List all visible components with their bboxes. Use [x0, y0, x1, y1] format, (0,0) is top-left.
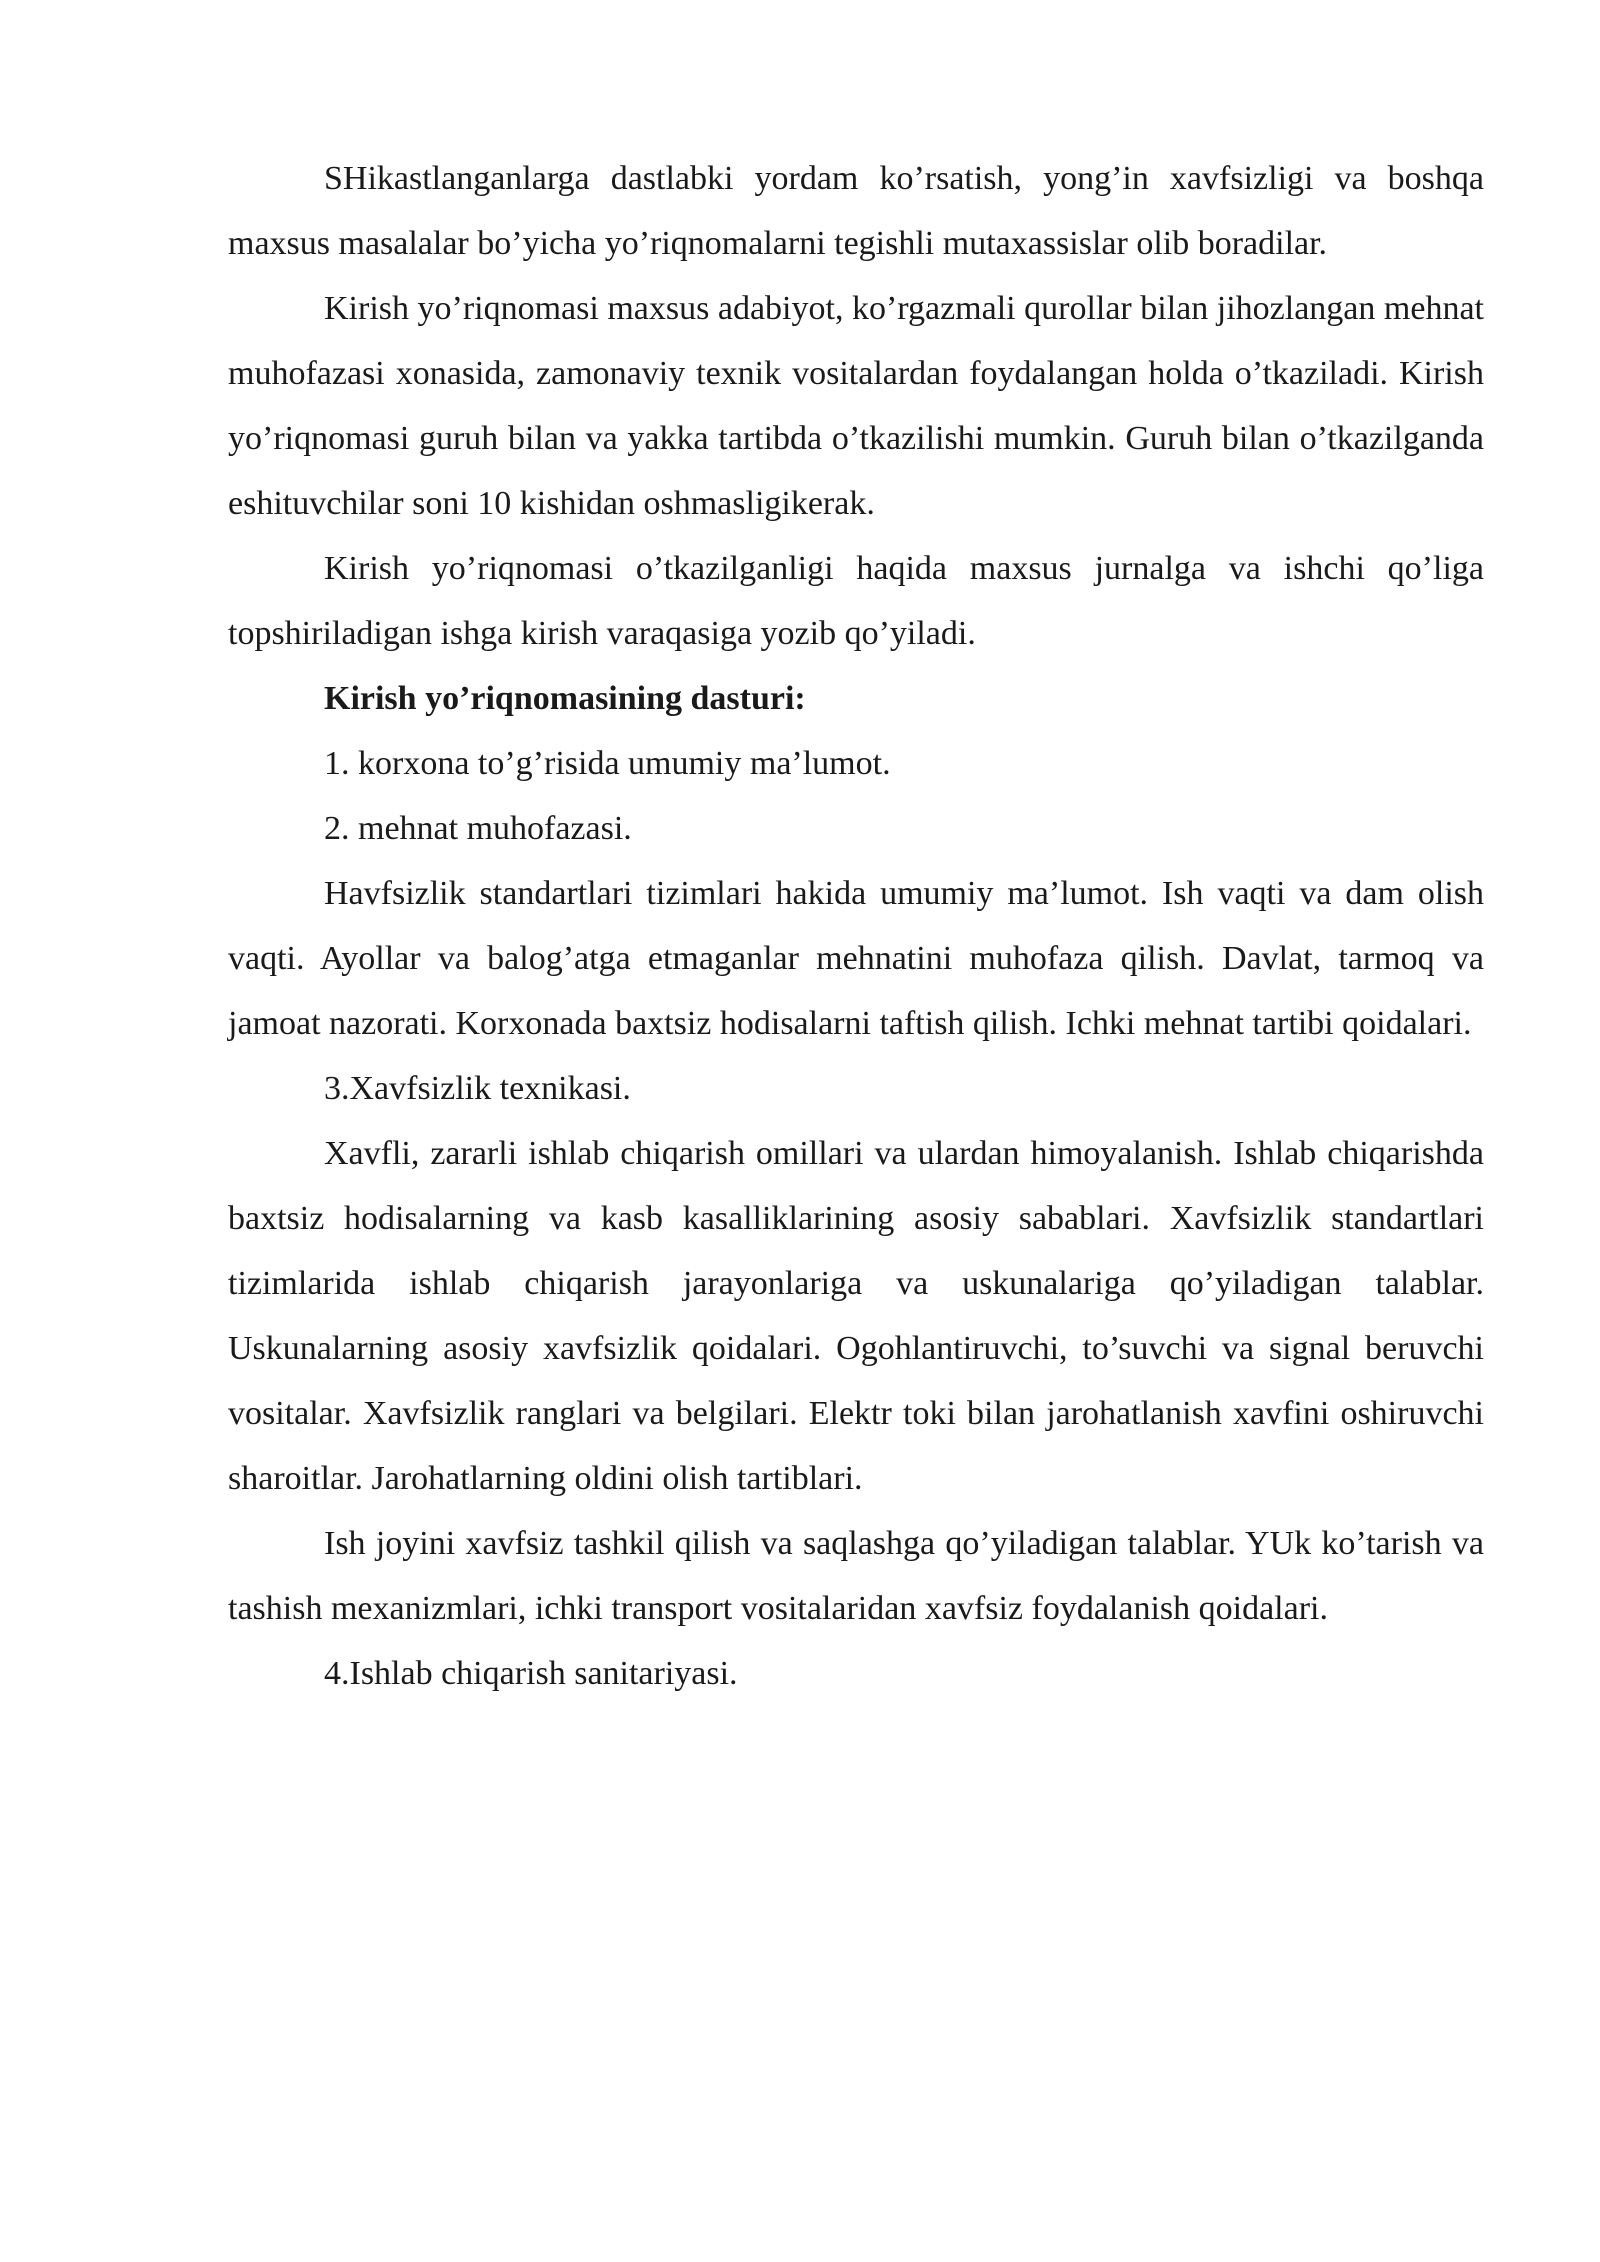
document-page: [228, 146, 1484, 1706]
paragraph-safety-standards: Havfsizlik standartlari tizimlari hakida umumiy ma’lumot. Ish vaqti va dam olish vaqti. Ayollar va balog’atga etmaganlar mehnatini muhofaza qilish. Davlat, tarmoq va jamoat nazorati. Korxonada baxtsiz hodisalarni taftish qilish. Ichki mehnat tartibi qoidalari.: [228, 875, 1484, 1042]
paragraph-briefing-journal: Kirish yo’riqnomasi o’tkazilganligi haqida maxsus jurnalga va ishchi qo’liga topshiriladigan ishga kirish varaqasiga yozib qo’yiladi.: [228, 550, 1484, 652]
section-heading-program: Kirish yo’riqnomasining dasturi:: [324, 680, 806, 717]
list-item-safety-engineering: 3.Xavfsizlik texnikasi.: [324, 1070, 631, 1107]
paragraph-introductory-briefing: Kirish yo’riqnomasi maxsus adabiyot, ko’rgazmali qurollar bilan jihozlangan mehnat muhofazasi xonasida, zamonaviy texnik vositalardan foydalangan holda o’tkaziladi. Kirish yo’riqnomasi guruh bilan va yakka tartibda o’tkazilishi mumkin. Guruh bilan o’tkazilganda eshituvchilar soni 10 kishidan oshmasligikerak.: [228, 290, 1484, 522]
paragraph-hazard-factors: Xavfli, zararli ishlab chiqarish omillari va ulardan himoyalanish. Ishlab chiqarishda baxtsiz hodisalarning va kasb kasalliklarining asosiy sabablari. Xavfsizlik standartlari tizimlarida ishlab chiqarish jarayonlariga va uskunalariga qo’yiladigan talablar. Uskunalarning asosiy xavfsizlik qoidalari. Ogohlantiruvchi, to’suvchi va signal beruvchi vositalar. Xavfsizlik ranglari va belgilari. Elektr toki bilan jarohatlanish xavfini oshiruvchi sharoitlar. Jarohatlarning oldini olish tartiblari.: [228, 1135, 1484, 1497]
paragraph-first-aid-instructions: SHikastlanganlarga dastlabki yordam ko’rsatish, yong’in xavfsizligi va boshqa maxsus masalalar bo’yicha yo’riqnomalarni tegishli mutaxassislar olib boradilar.: [228, 160, 1484, 262]
list-item-labor-protection: 2. mehnat muhofazasi.: [324, 810, 632, 847]
list-item-industrial-sanitation: 4.Ishlab chiqarish sanitariyasi.: [324, 1655, 738, 1692]
list-item-company-info: 1. korxona to’g’risida umumiy ma’lumot.: [324, 745, 891, 782]
paragraph-workplace-requirements: Ish joyini xavfsiz tashkil qilish va saqlashga qo’yiladigan talablar. YUk ko’tarish va tashish mexanizmlari, ichki transport vositalaridan xavfsiz foydalanish qoidalari.: [228, 1525, 1484, 1627]
